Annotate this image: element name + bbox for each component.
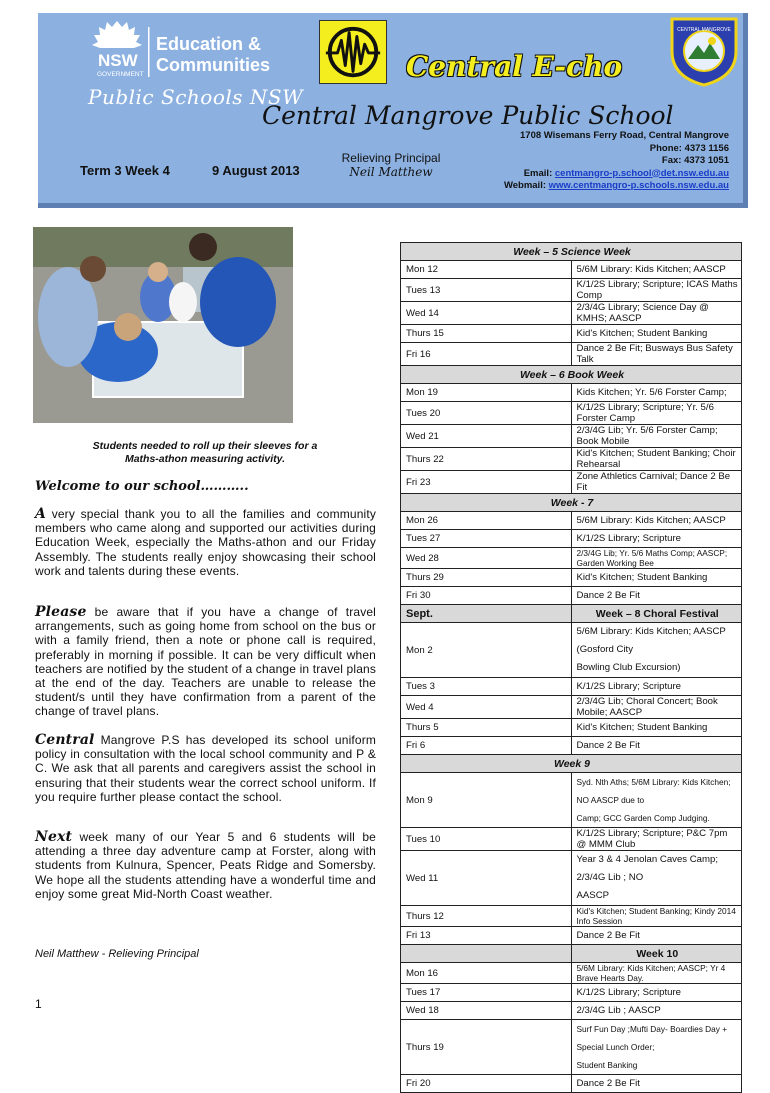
- paragraph-travel: [35, 605, 376, 719]
- table-row: [401, 325, 742, 343]
- event-cell: K/1/2S Library; Scripture: [571, 530, 742, 548]
- public-schools-nsw: Public Schools NSW: [88, 85, 304, 109]
- table-row: [401, 1020, 742, 1075]
- event-cell: 5/6M Library: Kids Kitchen; AASCP: [571, 512, 742, 530]
- event-cell: 2/3/4G Lib; Yr. 5/6 Forster Camp; Book Mobile: [571, 425, 742, 448]
- newsletter-title: Central E-cho: [406, 50, 623, 83]
- echo-wave-logo-icon: [319, 20, 387, 84]
- address: 1708 Wisemans Ferry Road, Central Mangrove: [520, 130, 729, 141]
- day-cell: Wed 4: [401, 696, 572, 719]
- event-cell: [571, 1020, 742, 1075]
- event-cell: Kid's Kitchen; Student Banking; Kindy 2014 Info Session: [571, 906, 742, 927]
- table-row: [401, 623, 742, 678]
- table-row: [401, 927, 742, 945]
- day-cell: Fri 13: [401, 927, 572, 945]
- event-line: 5/6M Library: Kids Kitchen; AASCP (Gosford City: [576, 626, 726, 655]
- event-cell: K/1/2S Library; Scripture: [571, 984, 742, 1002]
- event-line: Camp; GCC Garden Comp Judging.: [576, 813, 710, 823]
- term-week: Term 3 Week 4: [80, 163, 170, 178]
- page-number: 1: [35, 997, 42, 1011]
- table-row: [401, 384, 742, 402]
- table-row: [401, 569, 742, 587]
- event-line: Syd. Nth Aths; 5/6M Library: Kids Kitchen; NO AASCP due to: [576, 777, 731, 805]
- paragraph-text: week many of our Year 5 and 6 students will be attending a three day adventure camp at Forster, along with students from Kulnura, Spencer, Peats Ridge and Somersby. We hope all the students attending have a wonderful time and enjoy some great Mid-North Coast weather.: [35, 830, 376, 901]
- table-row: [401, 1075, 742, 1093]
- table-row: [401, 302, 742, 325]
- table-row: [401, 402, 742, 425]
- event-line: Bowling Club Excursion): [576, 662, 681, 673]
- day-cell: Tues 13: [401, 279, 572, 302]
- day-cell: Thurs 19: [401, 1020, 572, 1075]
- week-heading: [401, 494, 742, 512]
- event-cell: [571, 851, 742, 906]
- day-cell: Wed 28: [401, 548, 572, 569]
- week-title: Week 9: [401, 755, 742, 773]
- event-cell: Kids Kitchen; Yr. 5/6 Forster Camp;: [571, 384, 742, 402]
- week-title: Week 10: [571, 945, 742, 963]
- paragraph-text: be aware that if you have a change of travel arrangements, such as going home from school on the bus or with a family friend, then a note or phone call is required, preferably in morning if possible. It can be very difficult when teachers are notified by the student of a change in travel plans at the end of the day. Teachers are unable to release the student/s until they have confirmation from a parent of the change of travel plans.: [35, 605, 376, 719]
- event-cell: Kid's Kitchen; Student Banking: [571, 569, 742, 587]
- day-cell: Tues 17: [401, 984, 572, 1002]
- event-line: Surf Fun Day ;Mufti Day- Boardies Day + Special Lunch Order;: [576, 1024, 728, 1052]
- issue-date: 9 August 2013: [212, 163, 300, 178]
- day-cell: Mon 19: [401, 384, 572, 402]
- caption-line: Students needed to roll up their sleeves for a: [92, 440, 318, 452]
- month-label: Sept.: [401, 605, 572, 623]
- table-row: [401, 1002, 742, 1020]
- table-row: [401, 828, 742, 851]
- day-cell: Fri 30: [401, 587, 572, 605]
- table-row: [401, 448, 742, 471]
- table-row: [401, 343, 742, 366]
- svg-text:CENTRAL MANGROVE: CENTRAL MANGROVE: [677, 27, 731, 33]
- table-row: [401, 425, 742, 448]
- communities-wordmark: Communities: [156, 55, 271, 75]
- event-cell: 2/3/4G Library; Science Day @ KMHS; AASCP: [571, 302, 742, 325]
- month-label: [401, 945, 572, 963]
- paragraph-lead: A: [35, 506, 47, 522]
- signature: Neil Matthew - Relieving Principal: [35, 948, 199, 960]
- day-cell: Thurs 15: [401, 325, 572, 343]
- welcome-heading: Welcome to our school………..: [35, 479, 249, 494]
- paragraph-lead: Central: [35, 732, 95, 748]
- table-row: [401, 906, 742, 927]
- event-cell: K/1/2S Library; Scripture; Yr. 5/6 Forster Camp: [571, 402, 742, 425]
- day-cell: Tues 10: [401, 828, 572, 851]
- event-cell: Dance 2 Be Fit: [571, 1075, 742, 1093]
- day-cell: Thurs 22: [401, 448, 572, 471]
- table-row: [401, 471, 742, 494]
- paragraph-uniform: [35, 733, 376, 804]
- school-crest-icon: [666, 15, 742, 87]
- day-cell: Tues 3: [401, 678, 572, 696]
- day-cell: Thurs 12: [401, 906, 572, 927]
- day-cell: Wed 14: [401, 302, 572, 325]
- event-cell: K/1/2S Library; Scripture; ICAS Maths Comp: [571, 279, 742, 302]
- table-row: [401, 737, 742, 755]
- event-cell: 5/6M Library: Kids Kitchen; AASCP: [571, 261, 742, 279]
- event-cell: 5/6M Library: Kids Kitchen; AASCP; Yr 4 Brave Hearts Day.: [571, 963, 742, 984]
- event-cell: Zone Athletics Carnival; Dance 2 Be Fit: [571, 471, 742, 494]
- week-heading: [401, 755, 742, 773]
- event-cell: K/1/2S Library; Scripture; P&C 7pm @ MMM Club: [571, 828, 742, 851]
- event-line: Year 3 & 4 Jenolan Caves Camp; 2/3/4G Lib ; NO: [576, 854, 719, 883]
- day-cell: Tues 27: [401, 530, 572, 548]
- education-wordmark: Education &: [156, 34, 262, 54]
- caption-line: Maths-athon measuring activity.: [124, 453, 286, 465]
- paragraph-thanks: [35, 507, 376, 578]
- website-link[interactable]: www.centmangro-p.schools.nsw.edu.au: [548, 180, 729, 191]
- week-heading: [401, 945, 742, 963]
- event-cell: 2/3/4G Lib; Yr. 5/6 Maths Comp; AASCP; Garden Working Bee: [571, 548, 742, 569]
- event-cell: [571, 773, 742, 828]
- paragraph-lead: Please: [35, 604, 87, 620]
- week-title: Week - 7: [401, 494, 742, 512]
- paragraph-text: very special thank you to all the families and community members who came along and supported our activities during Education Week, especially the Maths-athon and our Friday Assembly. The students really enjoy showcasing their school work and talents during these events.: [35, 507, 376, 578]
- day-cell: Tues 20: [401, 402, 572, 425]
- day-cell: Mon 26: [401, 512, 572, 530]
- day-cell: Fri 16: [401, 343, 572, 366]
- email-label: Email:: [523, 167, 555, 179]
- newsletter-header: [38, 13, 748, 208]
- event-cell: Dance 2 Be Fit: [571, 587, 742, 605]
- table-row: [401, 696, 742, 719]
- event-cell: Dance 2 Be Fit: [571, 737, 742, 755]
- paragraph-lead: Next: [35, 829, 73, 845]
- paragraph-text: Mangrove P.S has developed its school uniform policy in consultation with the local school community and P & C. We ask that all parents and caregivers assist the school in ensuring that their students wear the correct school uniform. If you require further please contact the school.: [35, 733, 376, 804]
- week-heading: [401, 243, 742, 261]
- principal-name: Neil Matthew: [349, 165, 433, 179]
- waratah-icon: [92, 21, 142, 48]
- week-title: Week – 8 Choral Festival: [571, 605, 742, 623]
- day-cell: Thurs 29: [401, 569, 572, 587]
- table-row: [401, 279, 742, 302]
- day-cell: Mon 12: [401, 261, 572, 279]
- event-cell: Dance 2 Be Fit: [571, 927, 742, 945]
- day-cell: Mon 9: [401, 773, 572, 828]
- relieving-principal: [326, 151, 456, 179]
- relieving-label: Relieving Principal: [341, 151, 441, 165]
- table-row: [401, 678, 742, 696]
- event-cell: Dance 2 Be Fit; Busways Bus Safety Talk: [571, 343, 742, 366]
- day-cell: Fri 23: [401, 471, 572, 494]
- email-link[interactable]: centmangro-p.school@det.nsw.edu.au: [554, 167, 729, 179]
- nsw-wordmark: NSW: [98, 51, 138, 70]
- day-cell: Fri 20: [401, 1075, 572, 1093]
- events-calendar: [400, 242, 742, 1093]
- table-row: [401, 261, 742, 279]
- day-cell: Fri 6: [401, 737, 572, 755]
- event-line: AASCP: [576, 890, 610, 901]
- table-row: [401, 984, 742, 1002]
- day-cell: Mon 2: [401, 623, 572, 678]
- paragraph-camp: [35, 830, 376, 901]
- day-cell: Wed 21: [401, 425, 572, 448]
- day-cell: Wed 18: [401, 1002, 572, 1020]
- table-row: [401, 963, 742, 984]
- webmail-label: Webmail:: [503, 180, 549, 191]
- week-title: Week – 5 Science Week: [401, 243, 742, 261]
- day-cell: Mon 16: [401, 963, 572, 984]
- event-cell: Kid's Kitchen; Student Banking: [571, 325, 742, 343]
- week-heading: [401, 605, 742, 623]
- photo-caption: [70, 440, 340, 466]
- day-cell: Thurs 5: [401, 719, 572, 737]
- nsw-education-logo: [90, 21, 290, 93]
- table-row: [401, 587, 742, 605]
- event-cell: [571, 623, 742, 678]
- contact-block: [504, 130, 729, 193]
- week-title: Week – 6 Book Week: [401, 366, 742, 384]
- school-name: Central Mangrove Public School: [262, 101, 674, 130]
- students-photo: [33, 227, 293, 423]
- government-wordmark: GOVERNMENT: [97, 71, 144, 78]
- event-cell: Kid's Kitchen; Student Banking: [571, 719, 742, 737]
- table-row: [401, 773, 742, 828]
- event-cell: Kid's Kitchen; Student Banking; Choir Rehearsal: [571, 448, 742, 471]
- table-row: [401, 548, 742, 569]
- event-cell: 2/3/4G Lib; Choral Concert; Book Mobile; AASCP: [571, 696, 742, 719]
- table-row: [401, 719, 742, 737]
- table-row: [401, 530, 742, 548]
- table-row: [401, 851, 742, 906]
- event-cell: K/1/2S Library; Scripture: [571, 678, 742, 696]
- table-row: [401, 512, 742, 530]
- event-cell: 2/3/4G Lib ; AASCP: [571, 1002, 742, 1020]
- fax: Fax: 4373 1051: [661, 155, 729, 166]
- event-line: Student Banking: [576, 1060, 638, 1070]
- week-heading: [401, 366, 742, 384]
- day-cell: Wed 11: [401, 851, 572, 906]
- phone: Phone: 4373 1156: [649, 142, 729, 154]
